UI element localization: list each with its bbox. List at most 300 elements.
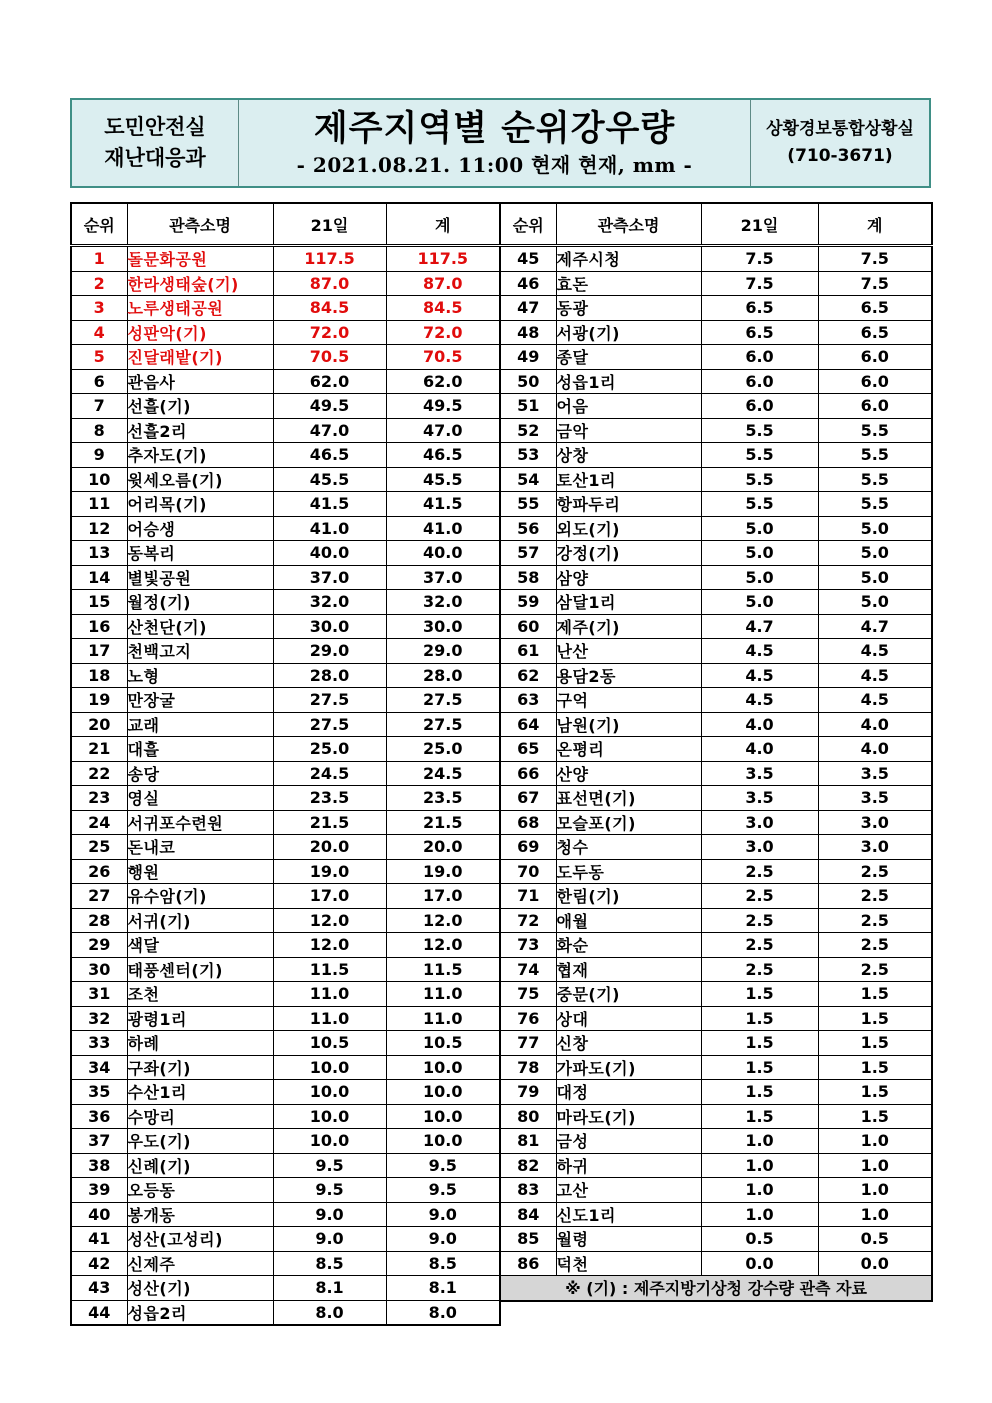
table-row <box>500 884 932 909</box>
station-cell: 하귀 <box>556 1153 701 1178</box>
total-rainfall-cell: 47.0 <box>386 418 500 443</box>
station-cell: 외도(기) <box>556 516 701 541</box>
total-rainfall-cell: 8.1 <box>386 1276 500 1301</box>
total-rainfall-cell: 5.0 <box>818 541 932 566</box>
rank-cell: 45 <box>500 246 556 272</box>
rank-cell: 46 <box>500 271 556 296</box>
day-rainfall-cell: 3.0 <box>701 835 818 860</box>
rank-cell: 10 <box>71 467 127 492</box>
station-cell: 삼양 <box>556 565 701 590</box>
rank-cell: 21 <box>71 737 127 762</box>
rank-cell: 27 <box>71 884 127 909</box>
rank-cell: 84 <box>500 1202 556 1227</box>
total-rainfall-cell: 72.0 <box>386 320 500 345</box>
table-row <box>71 1031 500 1056</box>
total-rainfall-cell: 2.5 <box>818 957 932 982</box>
table-row <box>71 737 500 762</box>
total-rainfall-cell: 10.0 <box>386 1129 500 1154</box>
total-rainfall-cell: 6.0 <box>818 394 932 419</box>
station-cell: 서귀포수련원 <box>127 810 273 835</box>
page-subtitle: - 2021.08.21. 11:00 현재 현재, mm - <box>296 153 693 177</box>
table-row <box>500 1178 932 1203</box>
station-cell: 화순 <box>556 933 701 958</box>
rank-cell: 86 <box>500 1251 556 1276</box>
day-rainfall-cell: 5.0 <box>701 565 818 590</box>
rank-cell: 18 <box>71 663 127 688</box>
rank-cell: 20 <box>71 712 127 737</box>
rank-cell: 2 <box>71 271 127 296</box>
total-rainfall-cell: 24.5 <box>386 761 500 786</box>
day-rainfall-cell: 5.5 <box>701 492 818 517</box>
total-rainfall-cell: 5.0 <box>818 565 932 590</box>
day-rainfall-cell: 1.5 <box>701 1080 818 1105</box>
table-row <box>500 296 932 321</box>
day-rainfall-cell: 5.5 <box>701 418 818 443</box>
table-row <box>500 394 932 419</box>
total-rainfall-cell: 3.0 <box>818 835 932 860</box>
station-cell: 색달 <box>127 933 273 958</box>
station-cell: 금악 <box>556 418 701 443</box>
department-line1: 도민안전실 <box>104 115 206 139</box>
day-rainfall-cell: 1.0 <box>701 1202 818 1227</box>
table-row <box>71 712 500 737</box>
total-rainfall-cell: 11.0 <box>386 982 500 1007</box>
station-cell: 교래 <box>127 712 273 737</box>
day-rainfall-cell: 2.5 <box>701 957 818 982</box>
rank-cell: 7 <box>71 394 127 419</box>
day-rainfall-cell: 10.0 <box>273 1080 386 1105</box>
rank-cell: 30 <box>71 957 127 982</box>
rank-cell: 17 <box>71 639 127 664</box>
rank-cell: 13 <box>71 541 127 566</box>
total-rainfall-cell: 41.0 <box>386 516 500 541</box>
rank-cell: 16 <box>71 614 127 639</box>
day-rainfall-cell: 1.5 <box>701 982 818 1007</box>
day-rainfall-cell: 1.0 <box>701 1129 818 1154</box>
total-rainfall-cell: 0.0 <box>818 1251 932 1276</box>
table-row <box>71 1276 500 1301</box>
department-box <box>72 100 239 186</box>
day-rainfall-cell: 8.0 <box>273 1300 386 1325</box>
total-rainfall-cell: 11.0 <box>386 1006 500 1031</box>
table-row <box>71 1178 500 1203</box>
total-rainfall-cell: 10.5 <box>386 1031 500 1056</box>
station-cell: 온평리 <box>556 737 701 762</box>
station-cell: 하례 <box>127 1031 273 1056</box>
day-rainfall-cell: 7.5 <box>701 271 818 296</box>
day-rainfall-cell: 6.0 <box>701 345 818 370</box>
rank-cell: 62 <box>500 663 556 688</box>
day-rainfall-cell: 24.5 <box>273 761 386 786</box>
station-cell: 월령 <box>556 1227 701 1252</box>
table-row <box>500 1006 932 1031</box>
day-rainfall-cell: 17.0 <box>273 884 386 909</box>
table-row <box>71 1129 500 1154</box>
total-rainfall-cell: 3.0 <box>818 810 932 835</box>
table-row <box>500 639 932 664</box>
day-rainfall-cell: 8.1 <box>273 1276 386 1301</box>
total-rainfall-cell: 4.0 <box>818 737 932 762</box>
day-rainfall-cell: 10.0 <box>273 1055 386 1080</box>
day-rainfall-cell: 40.0 <box>273 541 386 566</box>
table-row <box>71 761 500 786</box>
total-rainfall-cell: 17.0 <box>386 884 500 909</box>
day-rainfall-cell: 4.5 <box>701 663 818 688</box>
station-cell: 송당 <box>127 761 273 786</box>
total-rainfall-cell: 21.5 <box>386 810 500 835</box>
station-cell: 월정(기) <box>127 590 273 615</box>
station-cell: 구억 <box>556 688 701 713</box>
rank-cell: 12 <box>71 516 127 541</box>
table-row <box>500 859 932 884</box>
table-row <box>71 443 500 468</box>
office-phone: (710-3671) <box>787 146 893 166</box>
station-cell: 성읍1리 <box>556 369 701 394</box>
station-cell: 청수 <box>556 835 701 860</box>
station-cell: 중문(기) <box>556 982 701 1007</box>
table-row <box>71 982 500 1007</box>
rank-cell: 68 <box>500 810 556 835</box>
table-row <box>71 541 500 566</box>
table-row <box>71 639 500 664</box>
table-row <box>500 933 932 958</box>
rank-cell: 3 <box>71 296 127 321</box>
table-row <box>71 516 500 541</box>
rank-cell: 83 <box>500 1178 556 1203</box>
day-rainfall-cell: 1.5 <box>701 1006 818 1031</box>
rank-cell: 48 <box>500 320 556 345</box>
table-row <box>71 688 500 713</box>
day-rainfall-cell: 72.0 <box>273 320 386 345</box>
station-cell: 동광 <box>556 296 701 321</box>
table-row <box>71 1251 500 1276</box>
rank-cell: 56 <box>500 516 556 541</box>
total-rainfall-cell: 2.5 <box>818 859 932 884</box>
total-rainfall-cell: 1.5 <box>818 1031 932 1056</box>
rank-cell: 24 <box>71 810 127 835</box>
station-cell: 돈내코 <box>127 835 273 860</box>
table-row <box>500 688 932 713</box>
day-rainfall-cell: 0.0 <box>701 1251 818 1276</box>
station-cell: 제주시청 <box>556 246 701 272</box>
station-cell: 강정(기) <box>556 541 701 566</box>
rank-cell: 77 <box>500 1031 556 1056</box>
table-row <box>500 957 932 982</box>
office-name: 상황경보통합상황실 <box>766 119 914 139</box>
table-row <box>500 737 932 762</box>
day-rainfall-cell: 11.0 <box>273 982 386 1007</box>
station-cell: 고산 <box>556 1178 701 1203</box>
day-rainfall-cell: 9.0 <box>273 1227 386 1252</box>
rank-cell: 42 <box>71 1251 127 1276</box>
column-header-rank: 순위 <box>71 203 127 246</box>
day-rainfall-cell: 30.0 <box>273 614 386 639</box>
table-row <box>500 246 932 272</box>
station-cell: 노루생태공원 <box>127 296 273 321</box>
table-row <box>500 541 932 566</box>
table-row <box>71 320 500 345</box>
total-rainfall-cell: 37.0 <box>386 565 500 590</box>
total-rainfall-cell: 87.0 <box>386 271 500 296</box>
rank-cell: 44 <box>71 1300 127 1325</box>
station-cell: 봉개동 <box>127 1202 273 1227</box>
station-cell: 조천 <box>127 982 273 1007</box>
table-row <box>500 418 932 443</box>
table-row <box>500 1129 932 1154</box>
rank-cell: 59 <box>500 590 556 615</box>
rank-cell: 53 <box>500 443 556 468</box>
rank-cell: 74 <box>500 957 556 982</box>
total-rainfall-cell: 9.5 <box>386 1153 500 1178</box>
rank-cell: 64 <box>500 712 556 737</box>
station-cell: 윗세오름(기) <box>127 467 273 492</box>
table-row <box>71 614 500 639</box>
day-rainfall-cell: 47.0 <box>273 418 386 443</box>
rank-cell: 34 <box>71 1055 127 1080</box>
table-row <box>71 296 500 321</box>
column-header-total: 계 <box>818 203 932 246</box>
station-cell: 난산 <box>556 639 701 664</box>
page-title: 제주지역별 순위강우량 <box>313 109 676 149</box>
station-cell: 서광(기) <box>556 320 701 345</box>
station-cell: 어리목(기) <box>127 492 273 517</box>
station-cell: 한라생태숲(기) <box>127 271 273 296</box>
day-rainfall-cell: 10.0 <box>273 1104 386 1129</box>
station-cell: 천백고지 <box>127 639 273 664</box>
total-rainfall-cell: 32.0 <box>386 590 500 615</box>
day-rainfall-cell: 4.5 <box>701 688 818 713</box>
rank-cell: 61 <box>500 639 556 664</box>
station-cell: 동복리 <box>127 541 273 566</box>
table-row <box>71 1300 500 1325</box>
day-rainfall-cell: 45.5 <box>273 467 386 492</box>
total-rainfall-cell: 10.0 <box>386 1055 500 1080</box>
station-cell: 광령1리 <box>127 1006 273 1031</box>
rank-cell: 5 <box>71 345 127 370</box>
table-row <box>500 982 932 1007</box>
rank-cell: 47 <box>500 296 556 321</box>
total-rainfall-cell: 2.5 <box>818 884 932 909</box>
day-rainfall-cell: 12.0 <box>273 933 386 958</box>
table-row <box>500 369 932 394</box>
table-row <box>71 1202 500 1227</box>
rank-cell: 54 <box>500 467 556 492</box>
rank-cell: 6 <box>71 369 127 394</box>
day-rainfall-cell: 0.5 <box>701 1227 818 1252</box>
table-row <box>71 492 500 517</box>
station-cell: 협재 <box>556 957 701 982</box>
table-row <box>500 1031 932 1056</box>
station-cell: 서귀(기) <box>127 908 273 933</box>
table-row <box>71 933 500 958</box>
station-cell: 수산1리 <box>127 1080 273 1105</box>
total-rainfall-cell: 4.5 <box>818 688 932 713</box>
day-rainfall-cell: 62.0 <box>273 369 386 394</box>
table-row <box>71 246 500 272</box>
table-row <box>500 810 932 835</box>
rank-cell: 32 <box>71 1006 127 1031</box>
total-rainfall-cell: 40.0 <box>386 541 500 566</box>
total-rainfall-cell: 5.5 <box>818 467 932 492</box>
station-cell: 신도1리 <box>556 1202 701 1227</box>
table-header-row <box>500 203 932 246</box>
day-rainfall-cell: 4.0 <box>701 737 818 762</box>
rank-cell: 37 <box>71 1129 127 1154</box>
total-rainfall-cell: 3.5 <box>818 761 932 786</box>
station-cell: 종달 <box>556 345 701 370</box>
total-rainfall-cell: 62.0 <box>386 369 500 394</box>
day-rainfall-cell: 9.5 <box>273 1153 386 1178</box>
day-rainfall-cell: 4.5 <box>701 639 818 664</box>
station-cell: 추자도(기) <box>127 443 273 468</box>
total-rainfall-cell: 27.5 <box>386 688 500 713</box>
station-cell: 유수암(기) <box>127 884 273 909</box>
table-row <box>71 467 500 492</box>
table-row <box>500 271 932 296</box>
table-row <box>500 712 932 737</box>
column-header-total: 계 <box>386 203 500 246</box>
rank-cell: 38 <box>71 1153 127 1178</box>
rank-cell: 1 <box>71 246 127 272</box>
total-rainfall-cell: 6.5 <box>818 296 932 321</box>
total-rainfall-cell: 20.0 <box>386 835 500 860</box>
day-rainfall-cell: 41.5 <box>273 492 386 517</box>
total-rainfall-cell: 12.0 <box>386 908 500 933</box>
rank-cell: 78 <box>500 1055 556 1080</box>
table-row <box>500 1251 932 1276</box>
rank-cell: 57 <box>500 541 556 566</box>
station-cell: 산천단(기) <box>127 614 273 639</box>
table-row <box>500 565 932 590</box>
total-rainfall-cell: 9.0 <box>386 1227 500 1252</box>
table-row <box>71 810 500 835</box>
station-cell: 신례(기) <box>127 1153 273 1178</box>
day-rainfall-cell: 5.0 <box>701 541 818 566</box>
day-rainfall-cell: 1.5 <box>701 1031 818 1056</box>
station-cell: 산양 <box>556 761 701 786</box>
rank-cell: 50 <box>500 369 556 394</box>
total-rainfall-cell: 5.5 <box>818 418 932 443</box>
rank-cell: 75 <box>500 982 556 1007</box>
day-rainfall-cell: 10.0 <box>273 1129 386 1154</box>
total-rainfall-cell: 25.0 <box>386 737 500 762</box>
total-rainfall-cell: 46.5 <box>386 443 500 468</box>
total-rainfall-cell: 49.5 <box>386 394 500 419</box>
station-cell: 용담2동 <box>556 663 701 688</box>
station-cell: 표선면(기) <box>556 786 701 811</box>
day-rainfall-cell: 5.5 <box>701 467 818 492</box>
total-rainfall-cell: 1.0 <box>818 1178 932 1203</box>
rank-cell: 52 <box>500 418 556 443</box>
rainfall-table-left <box>70 202 501 1326</box>
day-rainfall-cell: 3.0 <box>701 810 818 835</box>
total-rainfall-cell: 1.0 <box>818 1202 932 1227</box>
total-rainfall-cell: 1.5 <box>818 1055 932 1080</box>
station-cell: 신창 <box>556 1031 701 1056</box>
station-cell: 만장굴 <box>127 688 273 713</box>
day-rainfall-cell: 41.0 <box>273 516 386 541</box>
rank-cell: 19 <box>71 688 127 713</box>
total-rainfall-cell: 7.5 <box>818 246 932 272</box>
table-row <box>71 345 500 370</box>
table-row <box>71 859 500 884</box>
total-rainfall-cell: 5.5 <box>818 443 932 468</box>
station-cell: 별빛공원 <box>127 565 273 590</box>
day-rainfall-cell: 87.0 <box>273 271 386 296</box>
station-cell: 진달래밭(기) <box>127 345 273 370</box>
station-cell: 선흘2리 <box>127 418 273 443</box>
table-row <box>500 908 932 933</box>
rainfall-table-right <box>499 202 933 1302</box>
total-rainfall-cell: 10.0 <box>386 1080 500 1105</box>
table-row <box>71 1055 500 1080</box>
station-cell: 항파두리 <box>556 492 701 517</box>
total-rainfall-cell: 2.5 <box>818 908 932 933</box>
station-cell: 돌문화공원 <box>127 246 273 272</box>
title-box <box>239 100 751 186</box>
total-rainfall-cell: 29.0 <box>386 639 500 664</box>
total-rainfall-cell: 9.5 <box>386 1178 500 1203</box>
station-cell: 관음사 <box>127 369 273 394</box>
station-cell: 성산(고성리) <box>127 1227 273 1252</box>
footnote: ※ (기) : 제주지방기상청 강수량 관측 자료 <box>500 1276 932 1301</box>
day-rainfall-cell: 5.0 <box>701 516 818 541</box>
station-cell: 오등동 <box>127 1178 273 1203</box>
station-cell: 마라도(기) <box>556 1104 701 1129</box>
total-rainfall-cell: 1.5 <box>818 982 932 1007</box>
station-cell: 어음 <box>556 394 701 419</box>
rank-cell: 60 <box>500 614 556 639</box>
total-rainfall-cell: 12.0 <box>386 933 500 958</box>
table-row <box>71 957 500 982</box>
total-rainfall-cell: 2.5 <box>818 933 932 958</box>
table-row <box>500 835 932 860</box>
total-rainfall-cell: 19.0 <box>386 859 500 884</box>
rank-cell: 26 <box>71 859 127 884</box>
station-cell: 애월 <box>556 908 701 933</box>
station-cell: 남원(기) <box>556 712 701 737</box>
table-row <box>500 443 932 468</box>
station-cell: 토산1리 <box>556 467 701 492</box>
station-cell: 한림(기) <box>556 884 701 909</box>
day-rainfall-cell: 3.5 <box>701 786 818 811</box>
total-rainfall-cell: 4.7 <box>818 614 932 639</box>
table-row <box>500 516 932 541</box>
station-cell: 효돈 <box>556 271 701 296</box>
column-header-day: 21일 <box>701 203 818 246</box>
rank-cell: 4 <box>71 320 127 345</box>
station-cell: 영실 <box>127 786 273 811</box>
total-rainfall-cell: 1.0 <box>818 1153 932 1178</box>
rank-cell: 81 <box>500 1129 556 1154</box>
table-header-row <box>71 203 500 246</box>
column-header-day: 21일 <box>273 203 386 246</box>
rank-cell: 31 <box>71 982 127 1007</box>
total-rainfall-cell: 1.5 <box>818 1006 932 1031</box>
day-rainfall-cell: 28.0 <box>273 663 386 688</box>
table-row <box>500 663 932 688</box>
station-cell: 우도(기) <box>127 1129 273 1154</box>
day-rainfall-cell: 11.0 <box>273 1006 386 1031</box>
station-cell: 상대 <box>556 1006 701 1031</box>
table-row <box>71 565 500 590</box>
rank-cell: 15 <box>71 590 127 615</box>
table-row <box>71 1153 500 1178</box>
table-row <box>71 394 500 419</box>
office-box <box>751 100 929 186</box>
rank-cell: 36 <box>71 1104 127 1129</box>
day-rainfall-cell: 37.0 <box>273 565 386 590</box>
